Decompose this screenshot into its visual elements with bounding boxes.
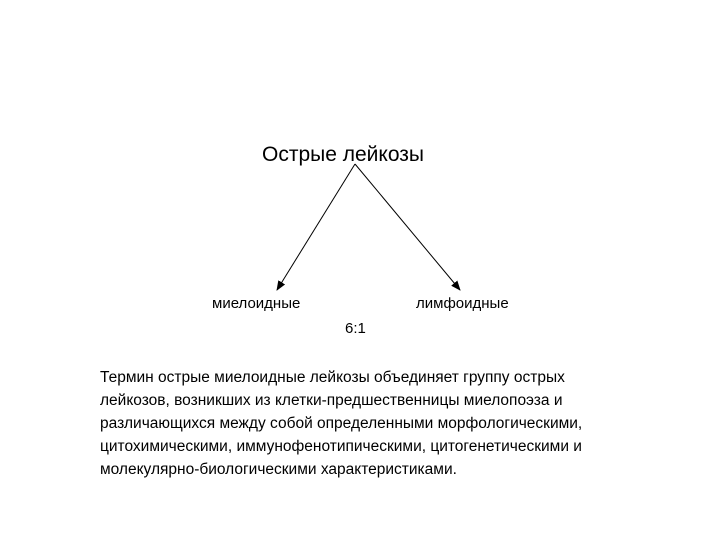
arrow-to-lymphoid (355, 164, 460, 290)
lymphoid-label: лимфоидные (416, 295, 509, 312)
arrow-to-myeloid (277, 164, 355, 290)
myeloid-label: миелоидные (212, 295, 301, 312)
definition-paragraph: Термин острые миелоидные лейкозы объединяет группу острых лейкозов, возникших из клетки-предшественницы миелопоэза и различающихся между собой определенными морфологическими, цитохимическими, иммунофенотипическими, цитогенетическими и молекулярно-биологическими характеристиками. (100, 369, 583, 478)
diagram-title: Острые лейкозы (262, 143, 424, 166)
ratio-label: 6:1 (345, 320, 366, 337)
